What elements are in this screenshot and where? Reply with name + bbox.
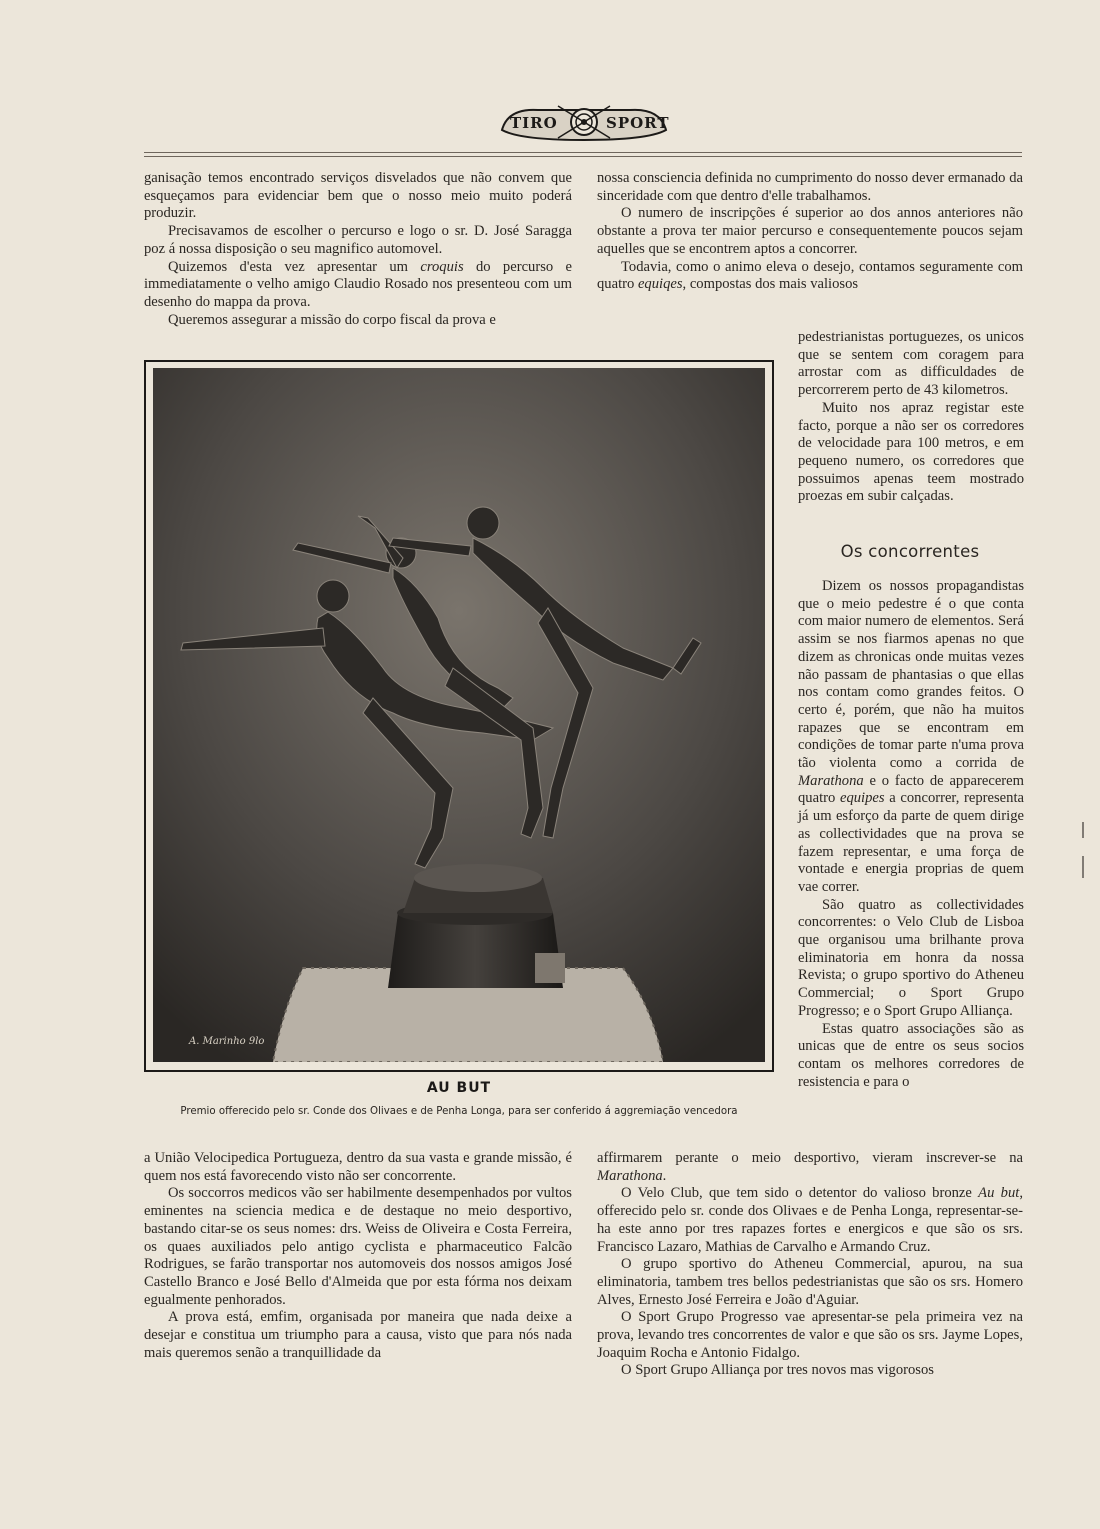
paragraph: Dizem os nossos propagandistas que o meio pedestre é o que conta com maior numero de elementos. Será assim se nos fiarmos apenas no que dizem as chronicas onde muitas vezes não passam de phantasias o que ellas nos contam como grandes feitos. O certo é, porém, que não ha muitos rapazes que se encontram em condições de tomar parte n'uma prova tão violenta como a corrida de Marathona e o facto de apparecerem quatro equipes a concorrer, representa já um esforço da parte de quem dirige as collectividades que na prova se fazem representar, e uma força de vontade e energia proprias de quem vae correr. [798, 578, 1024, 895]
paragraph: O Velo Club, que tem sido o detentor do valioso bronze Au but, offerecido pelo sr. conde dos Olivaes e de Penha Longa, representar-se-ha este anno por tres rapazes fortes e energicos e que são os srs. Francisco Lazaro, Mathias de Carvalho e Armando Cruz. [597, 1185, 1023, 1255]
column-narrow [798, 329, 1024, 506]
paragraph: nossa consciencia definida no cumprimento do nosso dever ermanado da sinceridade com que dentro d'elle trabalhamos. [597, 170, 1023, 204]
sculpture-image [153, 368, 765, 1062]
paragraph: affirmarem perante o meio desportivo, vieram inscrever-se na Marathona. [597, 1150, 1023, 1184]
paragraph: Todavia, como o animo eleva o desejo, contamos seguramente com quatro equiqes, compostas dos mais valiosos [597, 258, 1023, 293]
sculpture-photo [153, 368, 765, 1062]
caption-title: AU BUT [426, 1080, 492, 1096]
artist-signature: A. Marinho 9lo [189, 1036, 265, 1047]
column-left-bottom [144, 1150, 572, 1362]
paragraph: Quizemos d'esta vez apresentar um croquis do percurso e immediatamente o velho amigo Claudio Rosado nos presenteou com um desenho do mappa da prova. [144, 258, 572, 310]
paragraph: a União Velocipedica Portugueza, dentro da sua vasta e grande missão, é quem nos está favorecendo visto não ser concorrente. [144, 1150, 572, 1184]
column-left-top [144, 170, 572, 329]
svg-text:TIRO: TIRO [510, 114, 558, 132]
section-heading: Os concorrentes [840, 542, 980, 561]
paragraph: O grupo sportivo do Atheneu Commercial, apurou, na sua eliminatoria, tambem tres bellos pedestrianistas que são os srs. Homero Alves, Ernesto José Ferreira e João d'Aguiar. [597, 1256, 1023, 1308]
svg-text:SPORT: SPORT [606, 114, 670, 132]
paragraph: São quatro as collectividades concorrentes: o Velo Club de Lisboa que organisou uma brilhante prova eliminatoria em honra da nossa Revista; o grupo sportivo do Atheneu Commercial; o Sport Grupo Progresso; e o Sport Grupo Alliança. [798, 896, 1024, 1019]
caption-subtitle: Premio offerecido pelo sr. Conde dos Olivaes e de Penha Longa, para ser conferido á aggremiação vencedora [180, 1106, 738, 1117]
column-right-bottom [597, 1150, 1023, 1380]
column-narrow-2 [798, 578, 1024, 1091]
paragraph: ganisação temos encontrado serviços disvelados que não convem que esqueçamos para evidenciar bem que o nosso meio muito poderá produzir. [144, 170, 572, 222]
masthead-logo [498, 100, 670, 144]
paragraph: A prova está, emfim, organisada por maneira que nada deixe a desejar e constitua um triumpho para a causa, visto que para nós nada mais queremos senão a tranquillidade da [144, 1309, 572, 1361]
paragraph: Estas quatro associações são as unicas que de entre os seus socios contam os melhores corredores de resistencia e para o [798, 1020, 1024, 1090]
paragraph: Precisavamos de escolher o percurso e logo o sr. D. José Saragga poz á nossa disposição o seu magnifico automovel. [144, 223, 572, 257]
paragraph: O Sport Grupo Progresso vae apresentar-se pela primeira vez na prova, levando tres concorrentes de valor e que são os srs. Jayme Lopes, Joaquim Rocha e Antonio Fidalgo. [597, 1309, 1023, 1361]
photo-frame [144, 360, 774, 1072]
paragraph: Os soccorros medicos vão ser habilmente desempenhados por vultos eminentes na sciencia medica e de destaque no meio desportivo, bastando citar-se os seus nomes: drs. Weiss de Oliveira e Costa Ferreira, os quaes auxiliados pelo antigo cyclista e pharmaceutico Falcão Rodrigues, se farão transportar nos automoveis dos nossos amigos José Castello Branco e José Bello d'Almeida que por esta fórma nos deixam egualmente penhorados. [144, 1185, 572, 1308]
header-rule [144, 152, 1022, 153]
header-rule-2 [144, 156, 1022, 157]
paragraph: pedestrianistas portuguezes, os unicos que se sentem com coragem para arrostar com as difficuldades de percorrerem perto de 43 kilometros. [798, 329, 1024, 399]
paragraph: Queremos assegurar a missão do corpo fiscal da prova e [168, 311, 496, 328]
paragraph: O Sport Grupo Alliança por tres novos mas vigorosos [621, 1362, 934, 1379]
paragraph: Muito nos apraz registar este facto, porque a não ser os corredores de velocidade para 100 metros, e em pequeno numero, os corredores que possuimos apenas teem mostrado proezas em subir calçadas. [798, 399, 1024, 505]
column-right-top [597, 170, 1023, 294]
paragraph: O numero de inscripções é superior ao dos annos anteriores não obstante a prova ter maior percurso e consequentemente poucos sejam aquelles que se encontrem aptos a concorrer. [597, 205, 1023, 257]
margin-marks [1080, 822, 1086, 878]
